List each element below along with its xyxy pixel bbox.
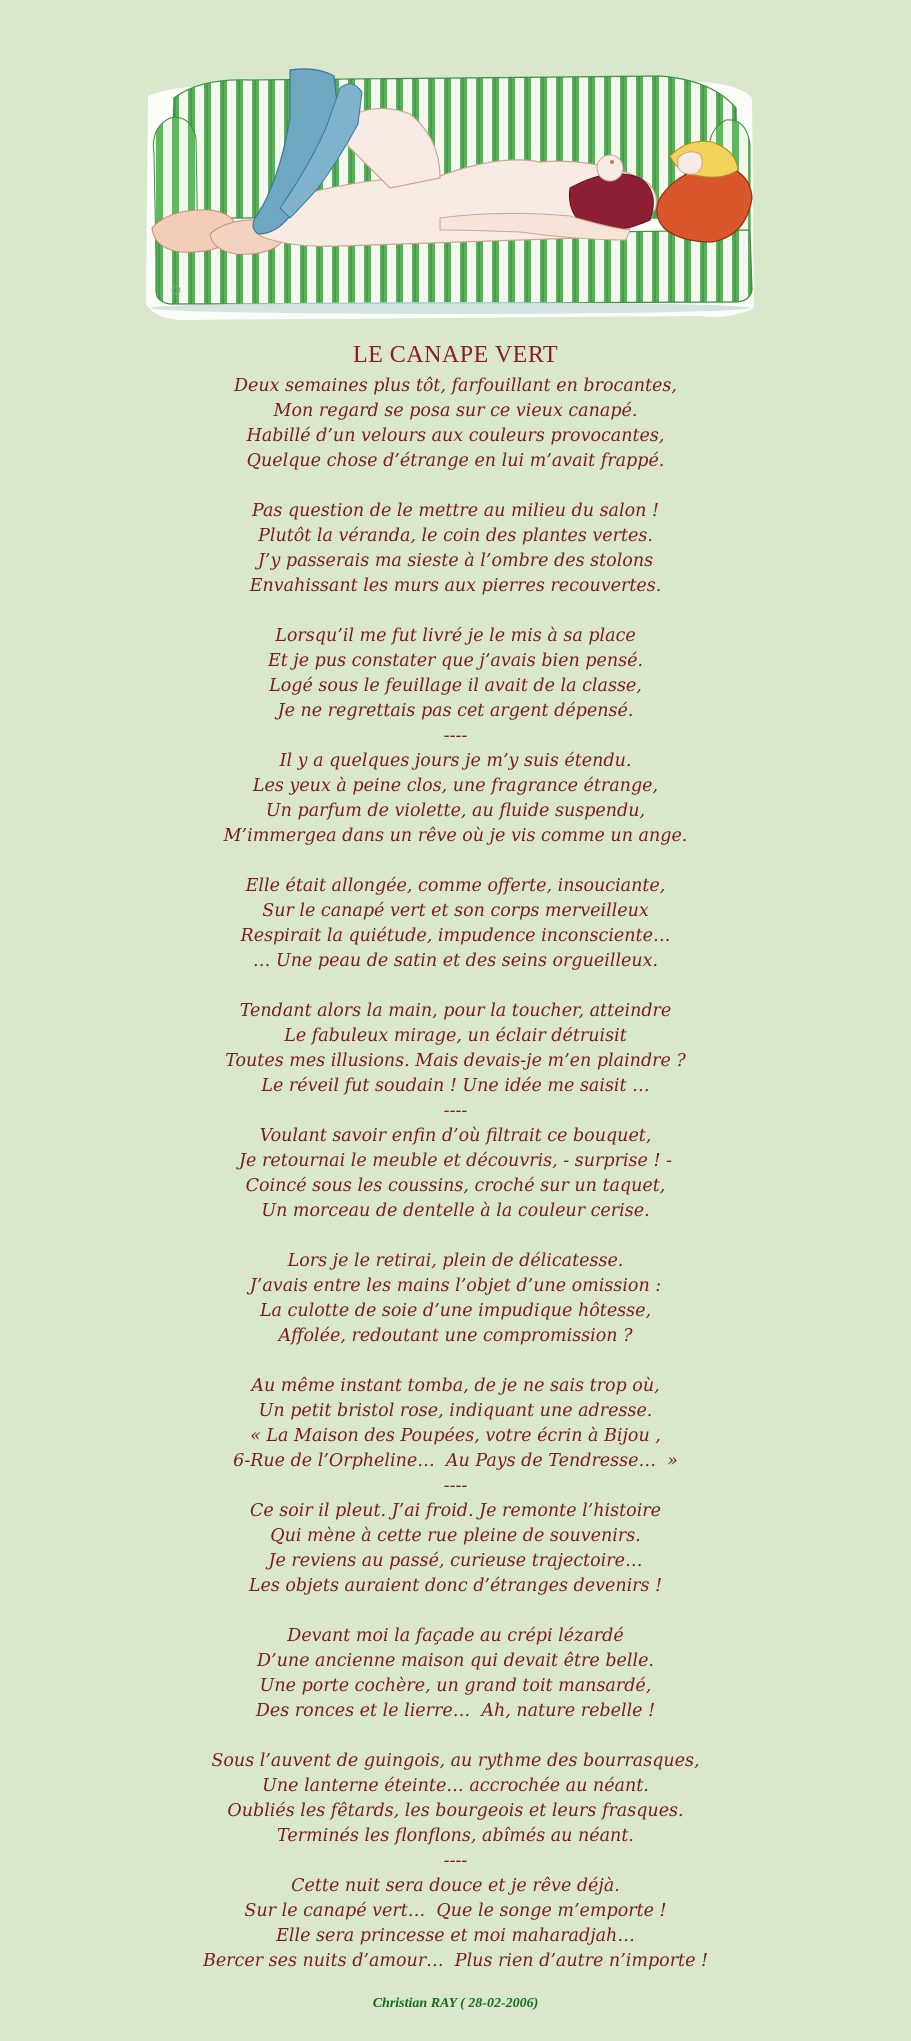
blank-line bbox=[0, 1724, 911, 1749]
poem-line: Elle sera princesse et moi maharadjah… bbox=[276, 1926, 635, 1946]
author-signature: Christian RAY ( 28-02-2006) bbox=[372, 1996, 539, 2011]
poem-line: 6-Rue de l’Orpheline… Au Pays de Tendresse… » bbox=[233, 1451, 678, 1471]
poem-line: Devant moi la façade au crépi lézardé bbox=[287, 1626, 624, 1646]
poem-line: Quelque chose d’étrange en lui m’avait frappé. bbox=[246, 451, 665, 471]
poem-line: Lorsqu’il me fut livré je le mis à sa place bbox=[275, 626, 636, 646]
poem-line: La culotte de soie d’une impudique hôtesse, bbox=[259, 1301, 652, 1321]
poem-line: Ce soir il pleut. J’ai froid. Je remonte l’histoire bbox=[249, 1501, 662, 1521]
poem-line: Sur le canapé vert et son corps merveilleux bbox=[262, 901, 649, 921]
poem-line: J’avais entre les mains l’objet d’une omission : bbox=[249, 1276, 662, 1296]
poem-line: Le réveil fut soudain ! Une idée me saisit … bbox=[261, 1076, 650, 1096]
poem-line: Je ne regrettais pas cet argent dépensé. bbox=[277, 701, 634, 721]
poem-line: Une lanterne éteinte… accrochée au néant. bbox=[262, 1776, 649, 1796]
poem-line: Deux semaines plus tôt, farfouillant en brocantes, bbox=[234, 376, 677, 396]
poem-line: Elle était allongée, comme offerte, insouciante, bbox=[245, 876, 666, 896]
blank-line bbox=[0, 1349, 911, 1374]
blank-line bbox=[0, 974, 911, 999]
poem-line: Logé sous le feuillage il avait de la classe, bbox=[269, 676, 642, 696]
poem-line: Sur le canapé vert… Que le songe m’emporte ! bbox=[244, 1901, 667, 1921]
poem-line: Cette nuit sera douce et je rêve déjà. bbox=[291, 1876, 620, 1896]
blank-line bbox=[0, 599, 911, 624]
poem-line: Je retournai le meuble et découvris, - surprise ! - bbox=[239, 1151, 672, 1171]
poem-line: Terminés les flonflons, abîmés au néant. bbox=[277, 1826, 634, 1846]
blank-line bbox=[0, 849, 911, 874]
poem-line: Coincé sous les coussins, croché sur un taquet, bbox=[245, 1176, 666, 1196]
poem-line: Sous l’auvent de guingois, au rythme des bourrasques, bbox=[211, 1751, 700, 1771]
poem-line: Pas question de le mettre au milieu du salon ! bbox=[251, 501, 659, 521]
poem-line: Oubliés les fêtards, les bourgeois et leurs frasques. bbox=[227, 1801, 684, 1821]
poem-line: Respirait la quiétude, impudence inconsciente… bbox=[240, 926, 671, 946]
poem-line: Une porte cochère, un grand toit mansardé, bbox=[259, 1676, 652, 1696]
poem-line: M’immergea dans un rêve où je vis comme un ange. bbox=[223, 826, 688, 846]
poem-title: LE CANAPE VERT bbox=[352, 342, 559, 368]
sofa-illustration bbox=[140, 58, 762, 326]
stanza-separator: ---- bbox=[443, 1101, 468, 1121]
poem-line: Et je pus constater que j’avais bien pensé. bbox=[267, 651, 644, 671]
poem-line: Bercer ses nuits d’amour… Plus rien d’autre n’importe ! bbox=[202, 1951, 709, 1971]
stanza-separator: ---- bbox=[443, 1476, 468, 1496]
poem-line: Toutes mes illusions. Mais devais-je m’en plaindre ? bbox=[225, 1051, 686, 1071]
poem-line: Lors je le retirai, plein de délicatesse. bbox=[287, 1251, 624, 1271]
poem-line: Je reviens au passé, curieuse trajectoire… bbox=[268, 1551, 643, 1571]
blank-line bbox=[0, 1599, 911, 1624]
poem-line: Mon regard se posa sur ce vieux canapé. bbox=[273, 401, 638, 421]
stanza-separator: ---- bbox=[443, 726, 468, 746]
poem-line: Affolée, redoutant une compromission ? bbox=[278, 1326, 633, 1346]
sofa-illustration-art bbox=[140, 58, 762, 326]
poem-line: Habillé d’un velours aux couleurs provocantes, bbox=[246, 426, 665, 446]
poem-line: Tendant alors la main, pour la toucher, atteindre bbox=[239, 1001, 672, 1021]
poem-line: Qui mène à cette rue pleine de souvenirs. bbox=[270, 1526, 641, 1546]
poem-line: … Une peau de satin et des seins orgueilleux. bbox=[252, 951, 659, 971]
poem-line: Les objets auraient donc d’étranges devenirs ! bbox=[248, 1576, 663, 1596]
poem-line: Un parfum de violette, au fluide suspendu, bbox=[265, 801, 646, 821]
poem-line: « La Maison des Poupées, votre écrin à Bijou , bbox=[250, 1426, 661, 1446]
poem-line: Plutôt la véranda, le coin des plantes vertes. bbox=[258, 526, 653, 546]
poem-line: Les yeux à peine clos, une fragrance étrange, bbox=[252, 776, 659, 796]
blank-line bbox=[0, 474, 911, 499]
poem-line: Voulant savoir enfin d’où filtrait ce bouquet, bbox=[259, 1126, 652, 1146]
poem-line: Le fabuleux mirage, un éclair détruisit bbox=[284, 1026, 627, 1046]
poem-line: Au même instant tomba, de je ne sais trop où, bbox=[251, 1376, 660, 1396]
poem-body bbox=[0, 374, 911, 1974]
blank-line bbox=[0, 1224, 911, 1249]
poem-line: Des ronces et le lierre… Ah, nature rebelle ! bbox=[255, 1701, 656, 1721]
poem-line: J’y passerais ma sieste à l’ombre des stolons bbox=[257, 551, 654, 571]
poem-line: D’une ancienne maison qui devait être belle. bbox=[257, 1651, 654, 1671]
poem-line: Un petit bristol rose, indiquant une adresse. bbox=[258, 1401, 653, 1421]
poem-line: Un morceau de dentelle à la couleur cerise. bbox=[261, 1201, 650, 1221]
poem-line: Il y a quelques jours je m’y suis étendu. bbox=[279, 751, 632, 771]
stanza-separator: ---- bbox=[443, 1851, 468, 1871]
poem-line: Envahissant les murs aux pierres recouvertes. bbox=[249, 576, 662, 596]
